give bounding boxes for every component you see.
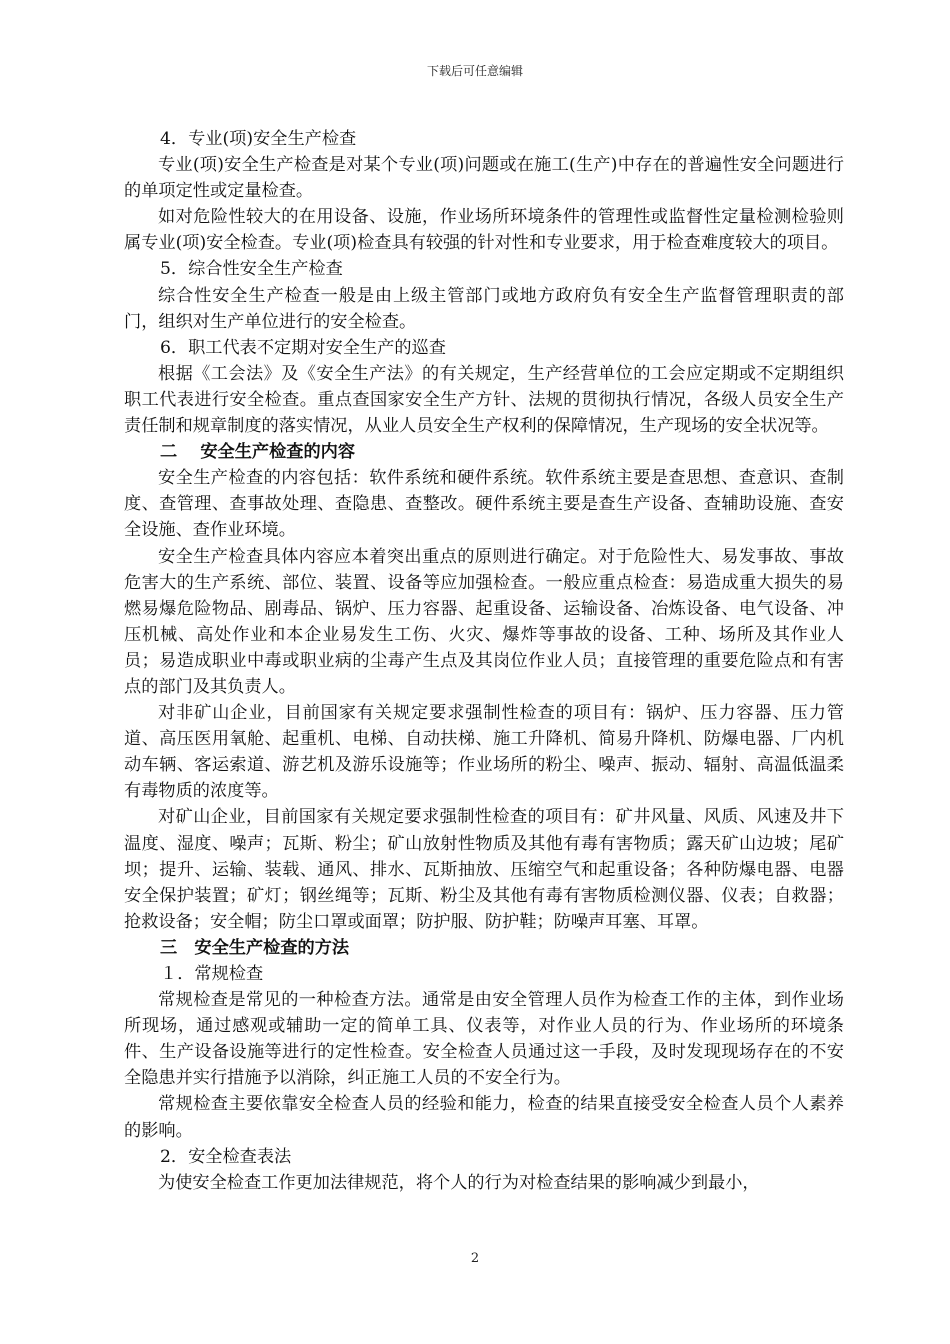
body-paragraph: 如对危险性较大的在用设备、设施，作业场所环境条件的管理性或监督性定量检测检验则属专业(项)安全检查。专业(项)检查具有较强的针对性和专业要求，用于检查难度较大的项目。 xyxy=(124,207,844,254)
body-paragraph: 常规检查主要依靠安全检查人员的经验和能力，检查的结果直接受安全检查人员个人素养的影响。 xyxy=(124,1094,844,1141)
subsection-heading: 5．综合性安全生产检查 xyxy=(160,259,343,280)
subsection-heading: 4．专业(项)安全生产检查 xyxy=(160,129,357,149)
page-header: 下载后可任意编辑 xyxy=(426,64,523,78)
body-paragraph: 常规检查是常见的一种检查方法。通常是由安全管理人员作为检查工作的主体，到作业场所现场，通过感观或辅助一定的简单工具、仪表等，对作业人员的行为、作业场所的环境条件、生产设备设施等进行的定性检查。安全检查人员通过这一手段，及时发现现场存在的不安全隐患并实行措施予以消除，纠正施工人员的不安全行为。 xyxy=(124,990,844,1089)
subsection-heading: 6．职工代表不定期对安全生产的巡查 xyxy=(160,337,446,358)
subsection-heading: 2．安全检查表法 xyxy=(160,1146,292,1167)
document-body xyxy=(124,126,844,1196)
body-paragraph: 安全生产检查的内容包括：软件系统和硬件系统。软件系统主要是查思想、查意识、查制度、查管理、查事故处理、查隐患、查整改。硬件系统主要是查生产设备、查辅助设施、查安全设施、查作业环境。 xyxy=(124,468,844,541)
subsection-heading: １．常规检查 xyxy=(160,964,264,984)
body-paragraph: 为使安全检查工作更加法律规范，将个人的行为对检查结果的影响减少到最小， xyxy=(158,1172,760,1193)
body-paragraph: 综合性安全生产检查一般是由上级主管部门或地方政府负有安全生产监督管理职责的部门，组织对生产单位进行的安全检查。 xyxy=(124,285,844,332)
body-paragraph: 安全生产检查具体内容应本着突出重点的原则进行确定。对于危险性大、易发事故、事故危害大的生产系统、部位、装置、设备等应加强检查。一般应重点检查：易造成重大损失的易燃易爆危险物品、剧毒品、锅炉、压力容器、起重设备、运输设备、冶炼设备、电气设备、冲压机械、高处作业和本企业易发生工伤、火灾、爆炸等事故的设备、工种、场所及其作业人员；易造成职业中毒或职业病的尘毒产生点及其岗位作业人员；直接管理的重要危险点和有害点的部门及其负责人。 xyxy=(124,546,844,697)
body-paragraph: 根据《工会法》及《安全生产法》的有关规定，生产经营单位的工会应定期或不定期组织职工代表进行安全检查。重点查国家安全生产方针、法规的贯彻执行情况，各级人员安全生产责任制和规章制度的落实情况，从业人员安全生产权利的保障情况，生产现场的安全状况等。 xyxy=(124,363,844,437)
section-heading: 二 安全生产检查的内容 xyxy=(160,442,356,463)
page-number: 2 xyxy=(470,1251,480,1266)
body-paragraph: 专业(项)安全生产检查是对某个专业(项)问题或在施工(生产)中存在的普遍性安全问题进行的单项定性或定量检查。 xyxy=(124,155,844,202)
section-heading: 三 安全生产检查的方法 xyxy=(160,937,350,958)
body-paragraph: 对非矿山企业，目前国家有关规定要求强制性检查的项目有：锅炉、压力容器、压力管道、高压医用氧舱、起重机、电梯、自动扶梯、施工升降机、简易升降机、防爆电器、厂内机动车辆、客运索道、游艺机及游乐设施等；作业场所的粉尘、噪声、振动、辐射、高温低温柔有毒物质的浓度等。 xyxy=(124,703,844,802)
body-paragraph: 对矿山企业，目前国家有关规定要求强制性检查的项目有：矿井风量、风质、风速及井下温度、湿度、噪声；瓦斯、粉尘；矿山放射性物质及其他有毒有害物质；露天矿山边坡；尾矿坝；提升、运输、装载、通风、排水、瓦斯抽放、压缩空气和起重设备；各种防爆电器、电器安全保护装置；矿灯；钢丝绳等；瓦斯、粉尘及其他有毒有害物质检测仪器、仪表；自救器；抢救设备；安全帽；防尘口罩或面罩；防护服、防护鞋；防噪声耳塞、耳罩。 xyxy=(124,807,844,932)
